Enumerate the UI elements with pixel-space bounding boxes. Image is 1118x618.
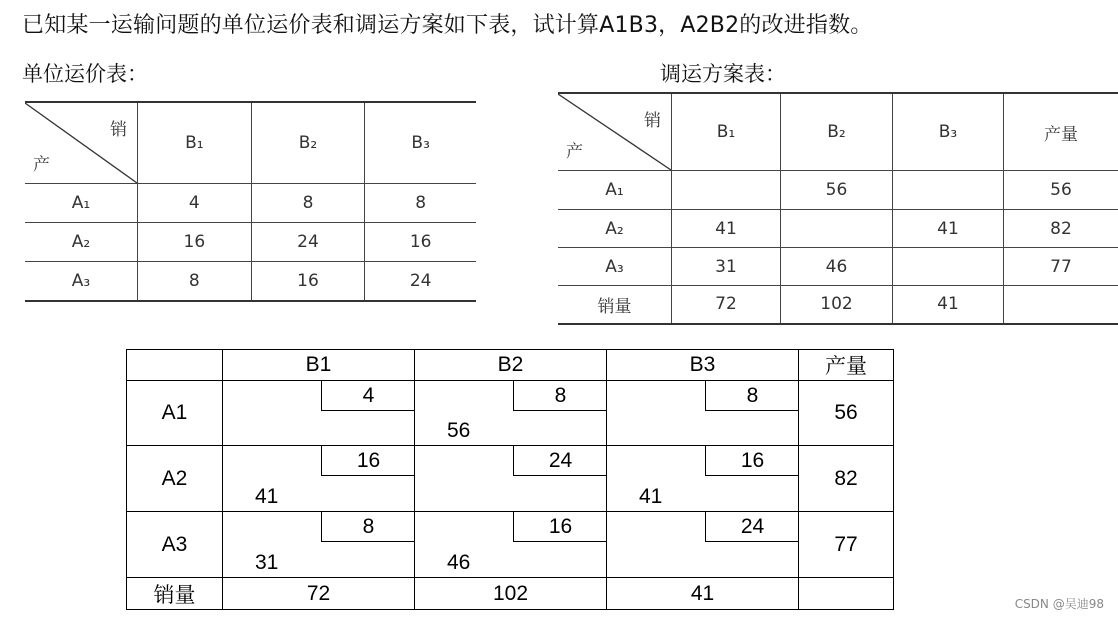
allocation: 41 <box>639 485 663 508</box>
row-header: A₁ <box>25 184 138 223</box>
row-header: A₃ <box>25 262 138 301</box>
table-cell: 16 <box>251 262 365 301</box>
grid-demand: 41 <box>607 578 799 610</box>
corner-cell <box>25 102 138 184</box>
table-cell <box>893 248 1004 286</box>
row-header: A₃ <box>558 248 672 286</box>
table-cell: 31 <box>672 248 781 286</box>
column-header: B₃ <box>365 102 476 184</box>
grid-column-header: B3 <box>607 350 799 381</box>
grid-row-header: A3 <box>127 512 223 578</box>
table-cell: 41 <box>893 286 1004 324</box>
table-cell <box>781 210 893 248</box>
column-header: 产量 <box>1004 93 1118 171</box>
unit-cost: 8 <box>321 511 415 542</box>
table-cell <box>672 171 781 210</box>
grid-demand-supply <box>799 578 894 610</box>
grid-row-header: A2 <box>127 446 223 512</box>
row-header: 销量 <box>558 286 672 324</box>
grid-demand-label: 销量 <box>127 578 223 610</box>
allocation: 46 <box>447 551 471 574</box>
grid-cell <box>223 381 415 446</box>
unit-cost: 8 <box>513 380 607 411</box>
unit-cost: 16 <box>321 445 415 476</box>
grid-cell <box>415 381 607 446</box>
unit-cost: 4 <box>321 380 415 411</box>
grid-cell <box>607 381 799 446</box>
allocation: 41 <box>255 485 279 508</box>
table-cell <box>893 171 1004 210</box>
table-cell: 46 <box>781 248 893 286</box>
table-cell: 41 <box>672 210 781 248</box>
table-cell: 102 <box>781 286 893 324</box>
grid-column-header: B1 <box>223 350 415 381</box>
grid-cell <box>223 512 415 578</box>
corner-cell <box>558 93 672 171</box>
grid-supply: 82 <box>799 446 894 512</box>
row-header: A₂ <box>25 223 138 262</box>
table-cell: 8 <box>138 262 252 301</box>
table-cell: 8 <box>251 184 365 223</box>
grid-cell <box>223 446 415 512</box>
unit-cost: 24 <box>513 445 607 476</box>
grid-row-header: A1 <box>127 381 223 446</box>
column-header: B₁ <box>138 102 252 184</box>
corner-production-label: 产 <box>566 142 583 162</box>
solution-grid <box>126 349 894 610</box>
allocation: 31 <box>255 551 279 574</box>
table-cell: 56 <box>1004 171 1118 210</box>
grid-cell <box>607 446 799 512</box>
plan-table <box>558 92 1118 325</box>
grid-supply: 77 <box>799 512 894 578</box>
unit-cost: 24 <box>705 511 799 542</box>
row-header: A₁ <box>558 171 672 210</box>
corner-sales-label: 销 <box>644 111 661 131</box>
cost-table-caption: 单位运价表： <box>22 62 148 86</box>
corner-sales-label: 销 <box>110 120 127 140</box>
plan-table-caption: 调运方案表： <box>660 62 786 86</box>
grid-demand: 102 <box>415 578 607 610</box>
watermark: CSDN @吴迪98 <box>1014 597 1104 611</box>
row-header: A₂ <box>558 210 672 248</box>
column-header: B₃ <box>893 93 1004 171</box>
question-text: 已知某一运输问题的单位运价表和调运方案如下表，试计算A1B3，A2B2的改进指数。 <box>22 13 873 38</box>
column-header: B₂ <box>781 93 893 171</box>
table-cell: 16 <box>365 223 476 262</box>
corner-production-label: 产 <box>33 155 50 175</box>
grid-corner <box>127 350 223 381</box>
grid-cell <box>415 446 607 512</box>
column-header: B₁ <box>672 93 781 171</box>
grid-column-header: B2 <box>415 350 607 381</box>
unit-cost: 16 <box>705 445 799 476</box>
grid-cell <box>415 512 607 578</box>
grid-demand: 72 <box>223 578 415 610</box>
grid-supply: 56 <box>799 381 894 446</box>
unit-cost: 8 <box>705 380 799 411</box>
allocation: 56 <box>447 419 471 442</box>
table-cell: 8 <box>365 184 476 223</box>
table-cell: 82 <box>1004 210 1118 248</box>
table-cell: 24 <box>365 262 476 301</box>
cost-table <box>25 101 476 302</box>
table-cell: 72 <box>672 286 781 324</box>
grid-cell <box>607 512 799 578</box>
unit-cost: 16 <box>513 511 607 542</box>
column-header: B₂ <box>251 102 365 184</box>
grid-supply-header: 产量 <box>799 350 894 381</box>
table-cell: 16 <box>138 223 252 262</box>
table-cell <box>1004 286 1118 324</box>
table-cell: 4 <box>138 184 252 223</box>
table-cell: 41 <box>893 210 1004 248</box>
table-cell: 24 <box>251 223 365 262</box>
table-cell: 56 <box>781 171 893 210</box>
table-cell: 77 <box>1004 248 1118 286</box>
